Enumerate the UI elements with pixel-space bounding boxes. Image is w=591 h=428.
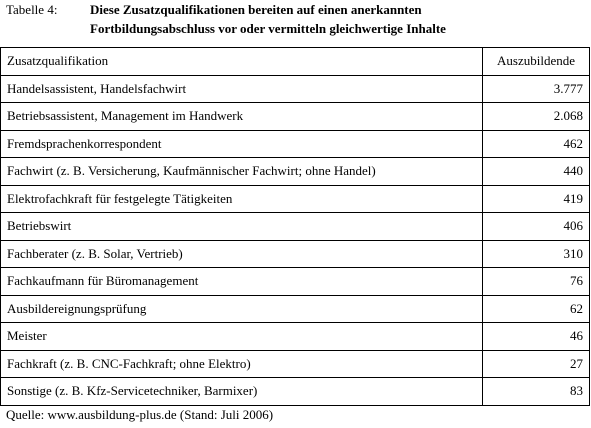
trainee-count-cell: 419 [483, 185, 590, 213]
qualification-cell: Sonstige (z. B. Kfz-Servicetechniker, Barmixer) [1, 378, 483, 406]
column-header-qualification: Zusatzqualifikation [1, 48, 483, 76]
column-header-trainees: Auszubildende [483, 48, 590, 76]
table-number-label: Tabelle 4: [6, 2, 58, 17]
table-row [1, 268, 590, 296]
table-row [1, 378, 590, 406]
qualification-cell: Betriebswirt [1, 213, 483, 241]
trainee-count-cell: 3.777 [483, 75, 590, 103]
qualification-cell: Fachberater (z. B. Solar, Vertrieb) [1, 240, 483, 268]
qualification-cell: Ausbildereignungsprüfung [1, 295, 483, 323]
qualification-cell: Fremdsprachenkorrespondent [1, 130, 483, 158]
qualification-cell: Elektrofachkraft für festgelegte Tätigkeiten [1, 185, 483, 213]
trainee-count-cell: 2.068 [483, 103, 590, 131]
trainee-count-cell: 83 [483, 378, 590, 406]
trainee-count-cell: 462 [483, 130, 590, 158]
table-header-row [1, 48, 590, 76]
qualification-cell: Meister [1, 323, 483, 351]
qualification-cell: Betriebsassistent, Management im Handwerk [1, 103, 483, 131]
trainee-count-cell: 310 [483, 240, 590, 268]
table-row [1, 240, 590, 268]
qualification-cell: Fachkraft (z. B. CNC-Fachkraft; ohne Elektro) [1, 350, 483, 378]
table-row [1, 103, 590, 131]
trainee-count-cell: 76 [483, 268, 590, 296]
table-title-line-1: Diese Zusatzqualifikationen bereiten auf einen anerkannten [90, 2, 422, 17]
table-title-line-2: Fortbildungsabschluss vor oder vermitteln gleichwertige Inhalte [90, 21, 446, 36]
trainee-count-cell: 440 [483, 158, 590, 186]
qualification-cell: Fachwirt (z. B. Versicherung, Kaufmännischer Fachwirt; ohne Handel) [1, 158, 483, 186]
table-row [1, 75, 590, 103]
trainee-count-cell: 406 [483, 213, 590, 241]
table-row [1, 185, 590, 213]
table-caption [6, 0, 586, 40]
source-note: Quelle: www.ausbildung-plus.de (Stand: Juli 2006) [6, 407, 274, 422]
qualification-table [0, 47, 590, 406]
trainee-count-cell: 46 [483, 323, 590, 351]
trainee-count-cell: 62 [483, 295, 590, 323]
qualification-cell: Fachkaufmann für Büromanagement [1, 268, 483, 296]
table-row [1, 213, 590, 241]
qualification-cell: Handelsassistent, Handelsfachwirt [1, 75, 483, 103]
table-row [1, 130, 590, 158]
trainee-count-cell: 27 [483, 350, 590, 378]
table-row [1, 323, 590, 351]
table-row [1, 295, 590, 323]
table-row [1, 158, 590, 186]
table-title [90, 0, 580, 38]
table-row [1, 350, 590, 378]
